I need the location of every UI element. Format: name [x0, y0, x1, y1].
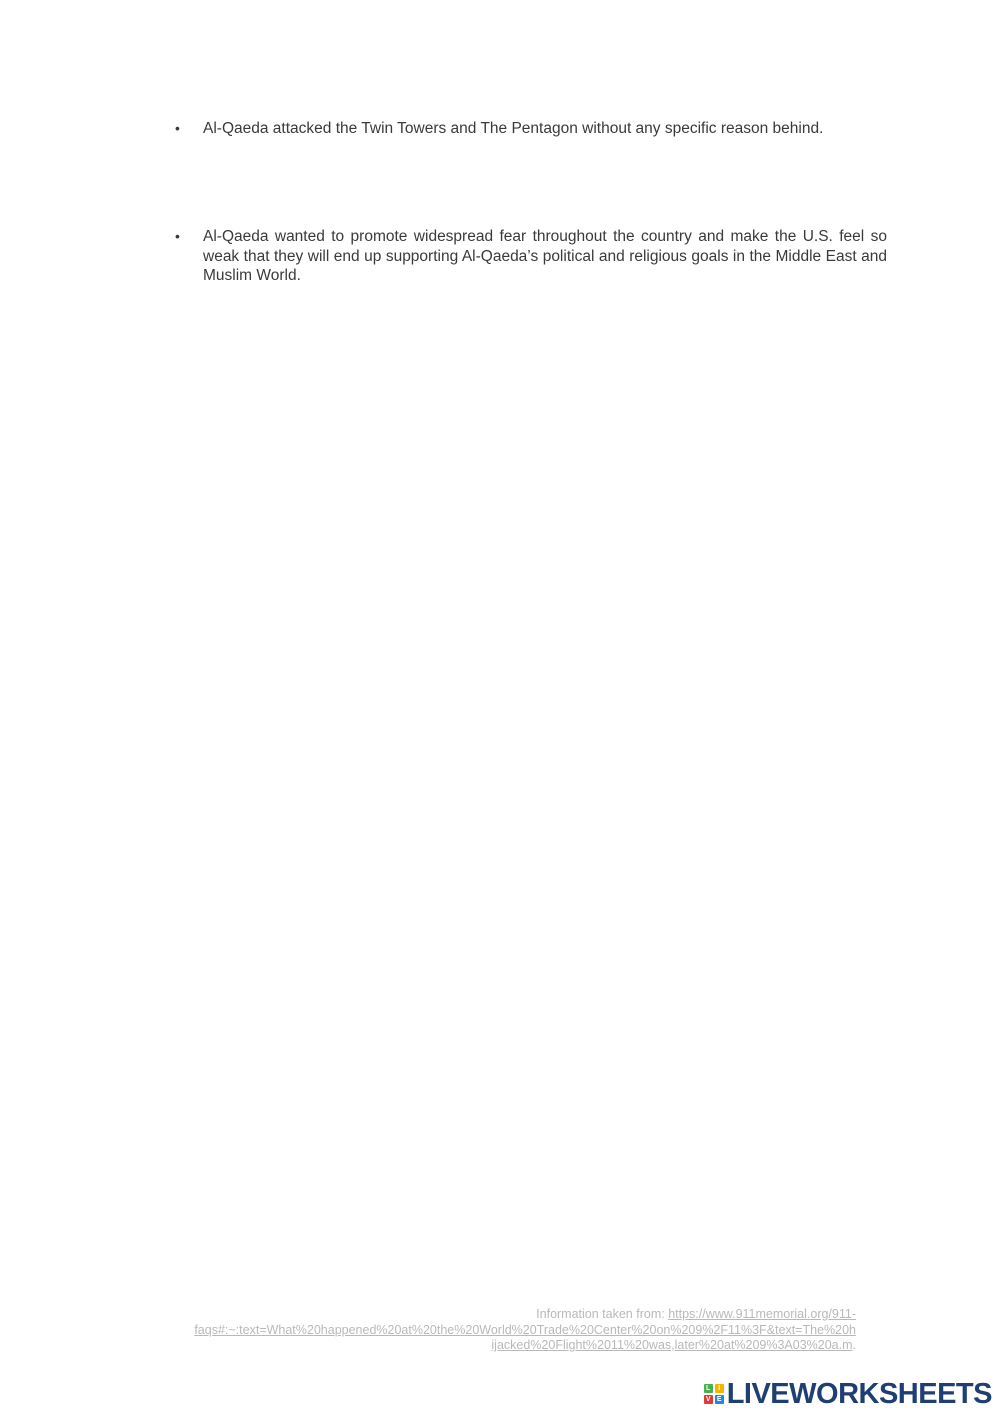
- logo-mark-letter: V: [704, 1395, 713, 1404]
- bullet-marker: •: [175, 120, 180, 136]
- bullet-item-1: [172, 119, 887, 139]
- bullet-text: Al-Qaeda wanted to promote widespread fear throughout the country and make the U.S. feel so weak that they will end up supporting Al-Qaeda’s political and religious goals in the Middle East and Muslim World.: [203, 228, 887, 284]
- source-link-part-3[interactable]: ijacked%20Flight%2011%20was,later%20at%209%3A03%20a.m: [491, 1338, 853, 1352]
- source-suffix: .: [852, 1338, 856, 1352]
- logo-mark-letter: E: [715, 1395, 724, 1404]
- source-link-part-2[interactable]: faqs#:~:text=What%20happened%20at%20the%20World%20Trade%20Center%20on%209%2F11%3F&text=The%20h: [194, 1322, 856, 1337]
- bullet-item-2: [172, 227, 887, 286]
- bullet-marker: •: [175, 228, 180, 244]
- logo-mark-letter: I: [715, 1384, 724, 1393]
- liveworksheets-logo: [704, 1378, 992, 1410]
- source-prefix: Information taken from:: [536, 1307, 669, 1321]
- bullet-text: Al-Qaeda attacked the Twin Towers and The Pentagon without any specific reason behind.: [203, 120, 824, 137]
- logo-mark-letter: L: [704, 1384, 713, 1393]
- logo-wordmark: LIVEWORKSHEETS: [726, 1377, 992, 1410]
- logo-mark-icon: [704, 1384, 724, 1404]
- source-citation: [144, 1307, 856, 1354]
- source-link-part-1[interactable]: https://www.911memorial.org/911-: [668, 1307, 856, 1321]
